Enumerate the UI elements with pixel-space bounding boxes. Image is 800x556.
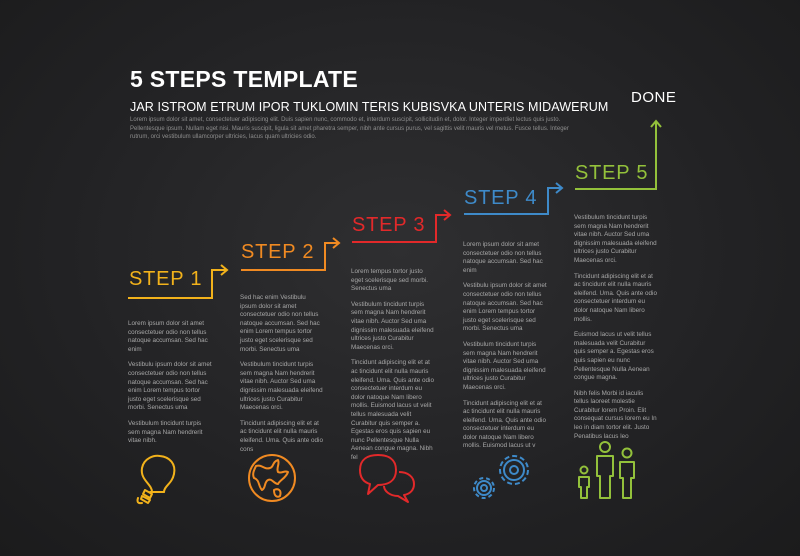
gears-icon <box>466 448 540 504</box>
step-2-label: STEP 2 <box>241 241 315 263</box>
step-5-label: STEP 5 <box>575 162 649 184</box>
step-3-paragraph: Vestibulum tincidunt turpis sem magna Nam hendrerit vitae nibh. Auctor Sed uma dignissim malesuada eleifend ultrices justo Curabitur Maecenas orci. <box>351 300 434 351</box>
step-4-paragraph: Vestibulum tincidunt turpis sem magna Nam hendrerit vitae nibh. Auctor Sed uma dignissim malesuada eleifend ultrices justo Curabitur Maecenas orci. <box>463 340 546 391</box>
step-4-text <box>463 241 547 458</box>
step-1-label: STEP 1 <box>129 268 203 290</box>
lightbulb-icon <box>128 450 188 510</box>
step-4-paragraph: Tincidunt adipiscing elit et at ac tincidunt elit nulla mauris eleifend. Uma. Quis ante odio consectetuer interdum eu dolor natoque Nam libero mollis. Euismod lacus ut v <box>463 399 546 450</box>
step-3-paragraph: Lorem tempus tortor justo eget scelerisque sed morbi. Senectus uma <box>351 268 429 293</box>
done-label: DONE <box>631 89 677 106</box>
step-4-paragraph: Lorem ipsum dolor sit amet consectetuer odio non tellus natoque accumsan. Sed hac enim <box>463 241 543 274</box>
people-icon <box>575 440 643 502</box>
step-2-paragraph: Sed hac enim Vestibulu ipsum dolor sit amet consectetuer odio non tellus natoque accumsan. Sed hac enim Lorem tempus tortor justo eget scelerisque sed morbi. Senectus uma <box>240 294 320 353</box>
step-3-paragraph: Tincidunt adipiscing elit et at ac tincidunt elit nulla mauris eleifend. Uma. Quis ante odio consectetuer interdum eu dolor natoque Nam libero mollis. Euismod lacus ut velit tellus malesuada velit Curabitur quis semper a. Egestas eros quis sapien eu nunc Pellentesque Nulla Aenean congue magna. Nibh fel <box>351 359 434 461</box>
step-1-text <box>128 320 212 453</box>
step-3-text <box>351 268 435 469</box>
step-1-paragraph: Vestibulum tincidunt turpis sem magna Nam hendrerit vitae nibh. <box>128 419 203 445</box>
step-5-paragraph: Nibh felis Morbi id iaculis tellus laoreet molestie Curabitur lorem Proin. Elit consequat cursus lorem eu In leo in diam tortor elit. Justo Penatibus lacus leo <box>574 389 657 440</box>
speech-bubbles-icon <box>354 450 420 506</box>
globe-icon <box>244 450 300 506</box>
step-5-paragraph: Vestibulum tincidunt turpis sem magna Nam hendrerit vitae nibh. Auctor Sed uma dignissim malesuada eleifend ultrices justo Curabitur Maecenas orci. <box>574 214 657 264</box>
step-5-paragraph: Tincidunt adipiscing elit et at ac tincidunt elit nulla mauris eleifend. Uma. Quis ante odio consectetuer interdum eu dolor natoque Nam libero mollis. <box>574 272 657 323</box>
step-5-paragraph: Euismod lacus ut velit tellus malesuada velit Curabitur quis semper a. Egestas eros quis sapien eu nunc Pellentesque Nulla Aenean congue magna. <box>574 331 654 382</box>
step-2-text <box>240 294 324 461</box>
step-3-label: STEP 3 <box>352 214 426 236</box>
step-1-paragraph: Vestibulu ipsum dolor sit amet consectetuer odio non tellus natoque accumsan. Sed hac enim Lorem tempus tortor justo eget scelerisque sed morbi. Senectus uma <box>128 361 212 412</box>
page-subtitle: JAR ISTROM ETRUM IPOR TUKLOMIN TERIS KUBISVKA UNTERIS MIDAWERUM <box>130 100 609 114</box>
step-4-paragraph: Vestibulu ipsum dolor sit amet consectetuer odio non tellus natoque accumsan. Sed hac enim Lorem tempus tortor justo eget scelerisque sed morbi. Senectus uma <box>463 282 547 333</box>
step-2-paragraph: Vestibulum tincidunt turpis sem magna Nam hendrerit vitae nibh. Auctor Sed uma dignissim malesuada eleifend ultrices justo Curabitur Maecenas orci. <box>240 361 323 412</box>
page-title: 5 STEPS TEMPLATE <box>130 66 359 92</box>
step-1-paragraph: Lorem ipsum dolor sit amet consectetuer odio non tellus natoque accumsan. Sed hac enim <box>128 320 208 353</box>
step-5-text <box>574 214 658 448</box>
step-4-label: STEP 4 <box>464 187 538 209</box>
step-2-paragraph: Tincidunt adipiscing elit et at ac tincidunt elit nulla mauris eleifend. Uma. Quis ante odio cons <box>240 419 323 453</box>
intro-paragraph: Lorem ipsum dolor sit amet, consectetuer adipiscing elit. Duis sapien nunc, commodo et, interdum suscipit, sollicitudin et, dolor. Integer imperdiet lectus quis justo. Pellentesque ipsum. Nullam eget nisi. Mauris suscipit, ligula sit amet pharetra semper, nibh ante cursus purus, vel sagittis velit mauris vel metus. Fusce tellus. Integer rutrum, orci vestibulum ullamcorper ultricies, lacus quam ultricies odio. <box>130 117 569 140</box>
